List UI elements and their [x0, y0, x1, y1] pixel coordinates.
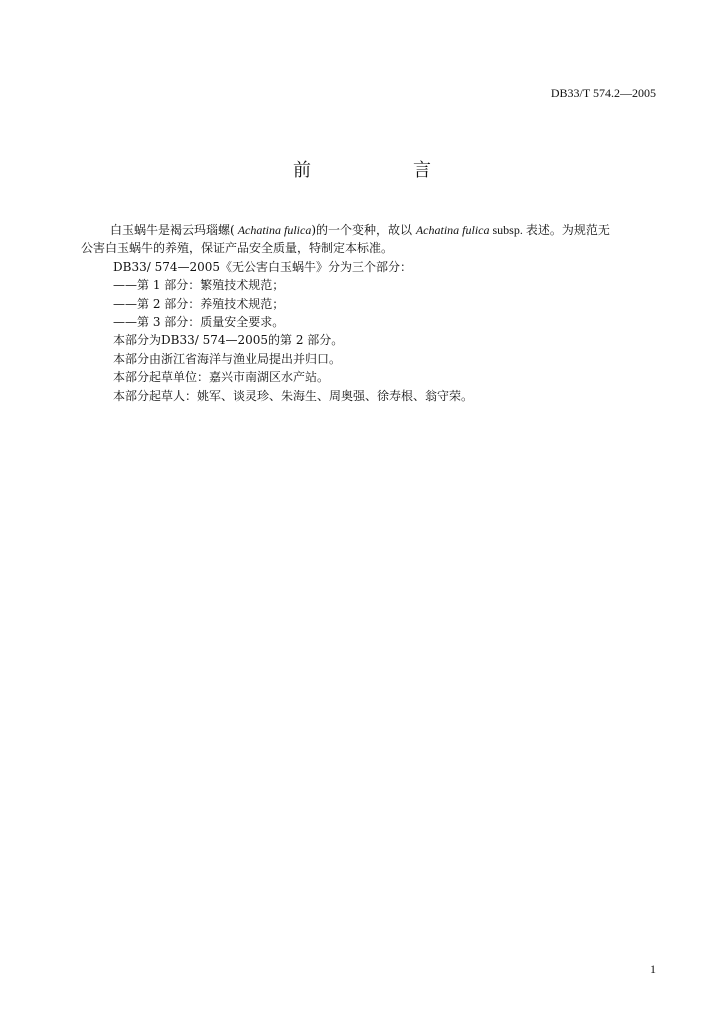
page-title: 前 言	[293, 160, 473, 181]
drafters: 本部分起草人：姚军、谈灵珍、朱海生、周奥强、徐寿根、翁守荣。	[113, 388, 474, 403]
intro-paragraph	[81, 221, 655, 258]
species-name: Achatina fulica	[234, 223, 312, 237]
page-number: 1	[650, 962, 656, 976]
standard-code: DB33/T 574.2—2005	[550, 86, 656, 100]
parts-overview: DB33/ 574—2005《无公害白玉蜗牛》分为三个部分：	[113, 259, 413, 274]
intro-line-1	[86, 221, 655, 239]
part-3-item: ——第 3 部分：质量安全要求。	[113, 315, 285, 330]
document-body	[81, 221, 655, 405]
intro-text-b: )的一个变种，故以	[311, 223, 416, 237]
intro-line-2: 公害白玉蜗牛的养殖，保证产品安全质量，特制定本标准。	[81, 241, 394, 256]
species-name-2: Achatina fulica	[415, 223, 490, 237]
proposer-statement: 本部分由浙江省海洋与渔业局提出并归口。	[113, 351, 342, 366]
intro-text-c: subsp. 表述。为规范无	[489, 223, 610, 237]
part-1-item: ——第 1 部分：繁殖技术规范；	[113, 278, 285, 293]
drafting-unit: 本部分起草单位：嘉兴市南湖区水产站。	[113, 370, 330, 385]
this-part-statement: 本部分为DB33/ 574—2005的第 2 部分。	[113, 333, 344, 348]
part-2-item: ——第 2 部分：养殖技术规范；	[113, 296, 285, 311]
intro-text-a: 白玉蜗牛是褐云玛瑙螺(	[110, 223, 235, 237]
